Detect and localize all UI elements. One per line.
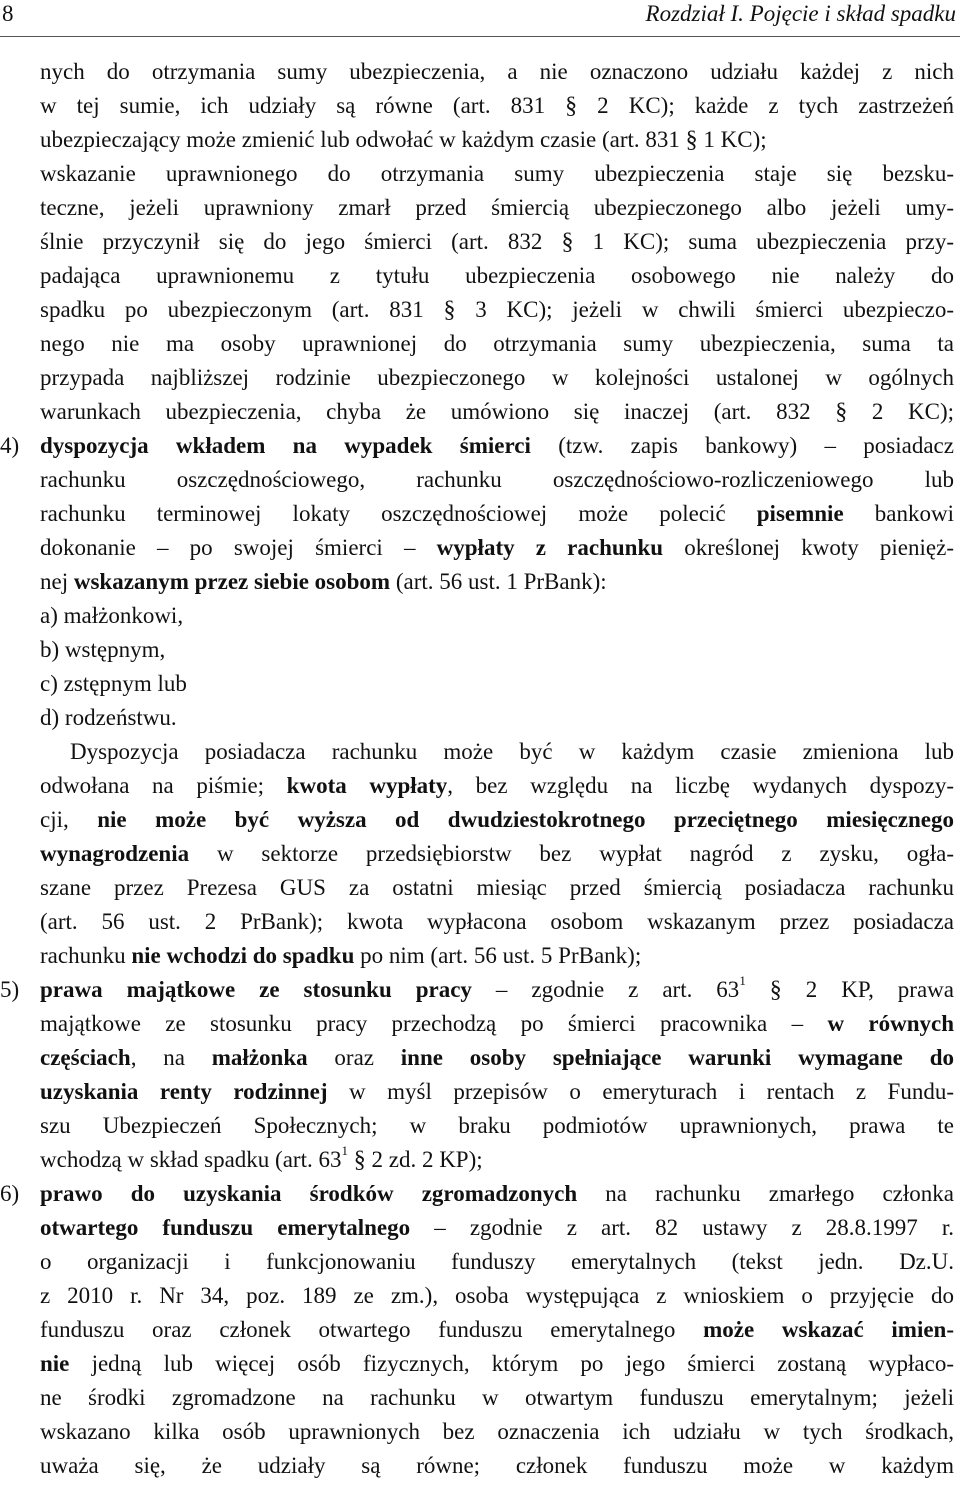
text-run: w myśl przepisów o emeryturach i rentach z Fundu- (327, 1079, 955, 1104)
text-run: z 2010 r. Nr 34, poz. 189 ze zm.), osoba występująca z wnioskiem o przyjęcie do (40, 1283, 954, 1308)
text-line (40, 194, 954, 222)
text-run: – zgodnie z art. 63 (471, 977, 740, 1002)
text-run: szane przez Prezesa GUS za ostatni miesiąc przed śmiercią posiadacza rachunku (40, 875, 954, 900)
text-run: – zgodnie z art. 82 ustawy z 28.8.1997 r. (410, 1215, 954, 1240)
text-run: 1 KC); (697, 127, 767, 152)
bold-text: prawo do uzyskania środków zgromadzonych (40, 1181, 578, 1206)
text-run: w sektorze przedsiębiorstw bez wypłat nagród z zysku, ogła- (189, 841, 954, 866)
text-line (40, 1282, 954, 1310)
text-run: określonej kwoty pienięż- (663, 535, 954, 560)
text-run: 3 KC); jeżeli w chwili śmierci ubezpieczo- (455, 297, 954, 322)
text-run: rachunku oszczędnościowego, rachunku oszczędnościowo-rozliczeniowego lub (40, 467, 954, 492)
text-line (40, 840, 954, 868)
text-run: , bez względu na liczbę wydanych dyspozy- (447, 773, 954, 798)
text-run: a) małżonkowi, (40, 603, 184, 628)
bold-text: nie może być wyższa od dwudziestokrotnego przeciętnego miesięcznego (97, 807, 954, 832)
text-line (40, 1384, 954, 1412)
section-sign: § (769, 977, 782, 1003)
section-sign: § (443, 297, 456, 323)
bold-text: kwota wypłaty (286, 773, 448, 798)
bold-text: prawa majątkowe ze stosunku pracy (40, 977, 472, 1002)
text-line (40, 228, 954, 256)
text-line (40, 1452, 954, 1480)
superscript: 1 (341, 1143, 348, 1158)
text-run: b) wstępnym, (40, 637, 166, 662)
bold-text: wskazanym przez siebie osobom (73, 569, 391, 594)
text-run: padająca uprawnionemu z tytułu ubezpieczenia osobowego nie należy do (40, 263, 954, 288)
text-line (40, 1010, 954, 1038)
text-line (40, 500, 954, 528)
section-sign: § (835, 399, 848, 425)
header-rule (0, 36, 960, 37)
text-run: jedną lub więcej osób fizycznych, którym po jego śmierci zostaną wypłaco- (69, 1351, 954, 1376)
text-line (40, 1078, 954, 1106)
text-run: szu Ubezpieczeń Społecznych; w braku podmiotów uprawnionych, prawa te (40, 1113, 954, 1138)
text-line (40, 160, 954, 188)
list-marker: 4) (0, 433, 20, 458)
text-run: wskazanie uprawnionego do otrzymania sumy ubezpieczenia staje się bezsku- (40, 161, 954, 186)
text-line (40, 92, 954, 120)
text-run: o organizacji i funkcjonowaniu funduszy emerytalnych (tekst jedn. Dz.U. (40, 1249, 954, 1274)
text-line (40, 1180, 954, 1208)
text-line (40, 568, 954, 596)
bold-text: nie (40, 1351, 70, 1376)
text-line (40, 942, 954, 970)
page-header (0, 0, 960, 28)
superscript: 1 (739, 973, 746, 988)
list-marker: 5) (0, 977, 20, 1002)
section-sign: § (353, 1147, 366, 1173)
text-run: majątkowe ze stosunku pracy przechodzą po śmierci pracownika – (40, 1011, 828, 1036)
text-line (40, 534, 954, 562)
text-line (40, 670, 954, 698)
section-sign: § (561, 229, 574, 255)
bold-text: uzyskania renty rodzinnej (40, 1079, 328, 1104)
text-run: 2 KC); każde z tych zastrzeżeń (577, 93, 955, 118)
text-run: bankowi (843, 501, 954, 526)
text-run: uważa się, że udziały są równe; członek funduszu może w każdym (40, 1453, 954, 1478)
bold-text: może wskazać imien- (703, 1317, 954, 1342)
text-run: 2 KP, prawa (781, 977, 954, 1002)
bold-text: pisemnie (756, 501, 844, 526)
bold-text: częściach (40, 1045, 131, 1070)
text-run: d) rodzeństwu. (40, 705, 177, 730)
text-run: (tzw. zapis bankowy) – posiadacz (530, 433, 954, 458)
text-run: w tej sumie, ich udziały są równe (art. 831 (40, 93, 566, 118)
text-line (40, 296, 954, 324)
list-marker: 6) (0, 1181, 20, 1206)
text-run: na rachunku zmarłego członka (577, 1181, 954, 1206)
text-line (40, 1143, 954, 1174)
text-line (40, 126, 954, 154)
text-line (40, 432, 954, 460)
section-sign: § (685, 127, 698, 153)
text-line (40, 908, 954, 936)
running-head: Rozdział I. Pojęcie i skład spadku (645, 1, 956, 26)
text-run: (art. 56 ust. 2 PrBank); kwota wypłacona osobom wskazanym przez posiadacza (40, 909, 954, 934)
text-line (40, 1350, 954, 1378)
bold-text: dyspozycja wkładem na wypadek śmierci (40, 433, 531, 458)
text-run: wchodzą w skład spadku (art. 63 (40, 1147, 342, 1172)
text-run: c) zstępnym lub (40, 671, 187, 696)
text-run: wskazano kilka osób uprawnionych bez oznaczenia ich udziału w tych środkach, (40, 1419, 954, 1444)
text-run: warunkach ubezpieczenia, chyba że umówiono się inaczej (art. 832 (40, 399, 836, 424)
text-run: , na (130, 1045, 212, 1070)
bold-text: wynagrodzenia (40, 841, 190, 866)
text-run: Dyspozycja posiadacza rachunku może być w każdym czasie zmieniona lub (70, 739, 954, 764)
text-run (746, 977, 770, 1002)
text-line (40, 1248, 954, 1276)
text-run: spadku po ubezpieczonym (art. 831 (40, 297, 444, 322)
text-run: 2 KC); (847, 399, 954, 424)
bold-text: inne osoby spełniające warunki wymagane do (400, 1045, 954, 1070)
text-line (40, 874, 954, 902)
text-line (40, 466, 954, 494)
text-run: przypada najbliższej rodzinie ubezpieczonego w kolejności ustalonej w ogólnych (40, 365, 954, 390)
text-run: funduszu oraz członek otwartego funduszu emerytalnego (40, 1317, 704, 1342)
text-run: ślnie przyczynił się do jego śmierci (art. 832 (40, 229, 562, 254)
bold-text: małżonka (211, 1045, 308, 1070)
text-run: nego nie ma osoby uprawnionej do otrzymania sumy ubezpieczenia, suma ta (40, 331, 954, 356)
text-run: cji, (40, 807, 98, 832)
text-line (40, 1418, 954, 1446)
text-run: (art. 56 ust. 1 PrBank): (390, 569, 607, 594)
text-line (40, 330, 954, 358)
text-line (70, 738, 954, 766)
text-line (40, 1316, 954, 1344)
text-run: teczne, jeżeli uprawniony zmarł przed śmiercią ubezpieczonego albo jeżeli umy- (40, 195, 954, 220)
text-run: ne środki zgromadzone na rachunku w otwartym funduszu emerytalnym; jeżeli (40, 1385, 954, 1410)
page-number: 8 (2, 1, 14, 26)
text-line (40, 973, 954, 1004)
text-line (40, 262, 954, 290)
text-line (40, 806, 954, 834)
text-run: rachunku terminowej lokaty oszczędnościowej może polecić (40, 501, 757, 526)
bold-text: nie wchodzi do spadku (131, 943, 355, 968)
text-line (40, 1112, 954, 1140)
text-run: dokonanie – po swojej śmierci – (40, 535, 437, 560)
text-run: nych do otrzymania sumy ubezpieczenia, a nie oznaczono udziału każdej z nich (40, 59, 954, 84)
text-line (40, 636, 954, 664)
text-line (40, 364, 954, 392)
text-run: odwołana na piśmie; (40, 773, 287, 798)
text-run: nej (40, 569, 74, 594)
text-line (40, 398, 954, 426)
bold-text: wypłaty z rachunku (436, 535, 664, 560)
bold-text: w równych (827, 1011, 954, 1036)
text-line (40, 704, 954, 732)
text-run: po nim (art. 56 ust. 5 PrBank); (354, 943, 642, 968)
text-run: rachunku (40, 943, 132, 968)
text-line (40, 772, 954, 800)
text-run: oraz (307, 1045, 401, 1070)
bold-text: otwartego funduszu emerytalnego (40, 1215, 411, 1240)
section-sign: § (565, 93, 578, 119)
text-line (40, 1044, 954, 1072)
text-line (40, 1214, 954, 1242)
text-run: ubezpieczający może zmienić lub odwołać w każdym czasie (art. 831 (40, 127, 686, 152)
text-line (40, 58, 954, 86)
text-line (40, 602, 954, 630)
text-run: 1 KC); suma ubezpieczenia przy- (573, 229, 954, 254)
text-run: 2 zd. 2 KP); (365, 1147, 483, 1172)
